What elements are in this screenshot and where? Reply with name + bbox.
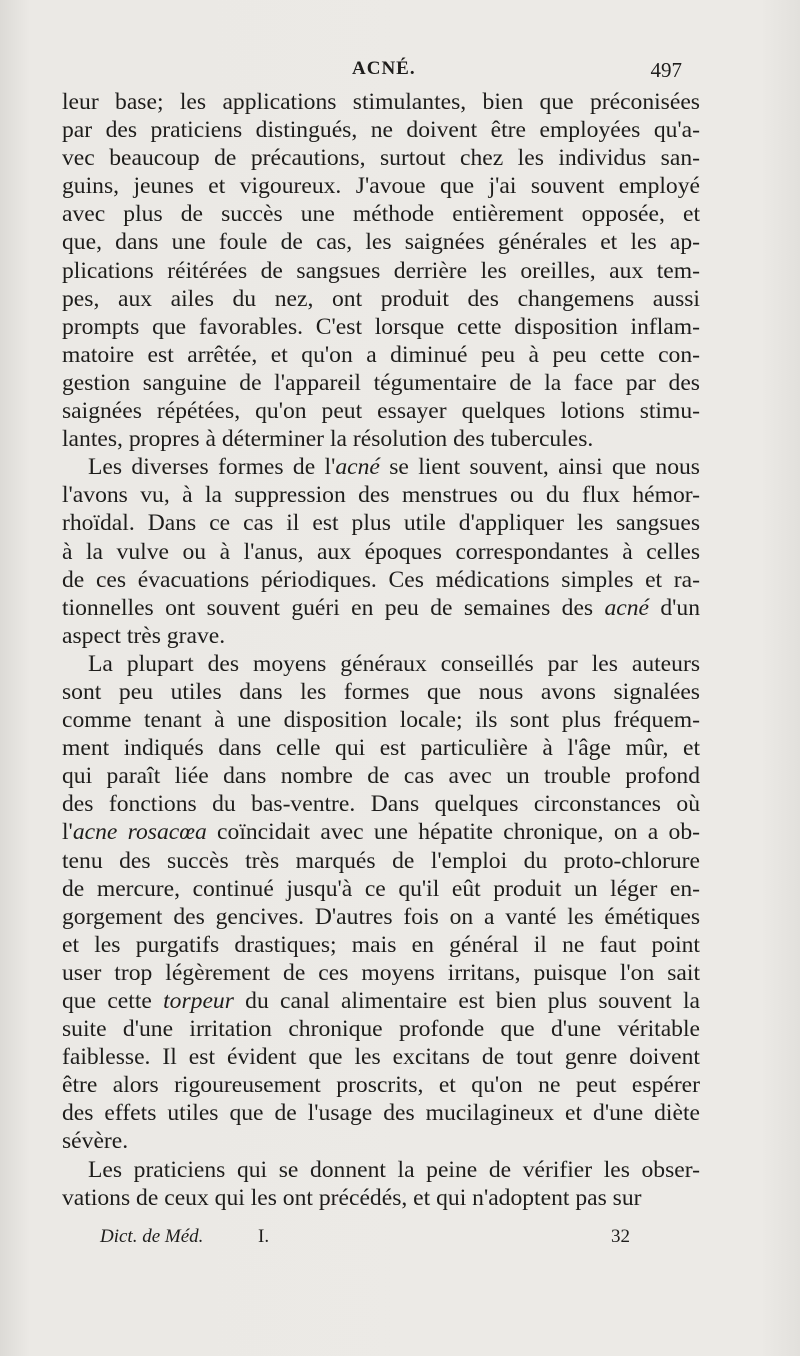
text-line: qui paraît liée dans nombre de cas avec un trouble profond: [62, 763, 700, 790]
text-line: gestion sanguine de l'appareil tégumentaire de la face par des: [62, 369, 700, 396]
text-line: l'avons vu, à la suppression des menstrues ou du flux hémor-: [62, 482, 700, 509]
text-line: sévère.: [62, 1128, 129, 1155]
text-line: des fonctions du bas-ventre. Dans quelques circonstances où: [62, 791, 700, 818]
text-line: Les diverses formes de l'acné se lient souvent, ainsi que nous: [88, 454, 700, 481]
text-line: rhoïdal. Dans ce cas il est plus utile d'appliquer les sangsues: [62, 510, 700, 537]
text-line: pes, aux ailes du nez, ont produit des changemens aussi: [62, 285, 700, 312]
text-line: de mercure, continué jusqu'à ce qu'il eût produit un léger en-: [62, 875, 700, 902]
paragraph: [62, 1156, 700, 1212]
text-line: La plupart des moyens généraux conseillés par les auteurs: [88, 650, 700, 677]
text-line: faiblesse. Il est évident que les excitans de tout genre doivent: [62, 1044, 700, 1071]
text-line: des effets utiles que de l'usage des mucilagineux et d'une diète: [62, 1100, 700, 1127]
running-head: [62, 58, 682, 86]
text-line: l'acne rosacœa coïncidait avec une hépatite chronique, on a ob-: [62, 819, 700, 846]
footer-signature: 32: [611, 1226, 630, 1247]
text-line: à la vulve ou à l'anus, aux époques correspondantes à celles: [62, 538, 700, 565]
text-line: tionnelles ont souvent guéri en peu de semaines des acné d'un: [62, 594, 700, 621]
text-line: leur base; les applications stimulantes, bien que préconisées: [62, 89, 700, 115]
text-line: par des praticiens distingués, ne doivent être employées qu'a-: [62, 117, 700, 144]
footer-volume: I.: [258, 1226, 270, 1247]
text-line: que cette torpeur du canal alimentaire est bien plus souvent la: [62, 988, 701, 1014]
text-line: être alors rigoureusement proscrits, et qu'on ne peut espérer: [62, 1072, 700, 1099]
text-line: saignées répétées, qu'on peut essayer quelques lotions stimu-: [62, 398, 700, 425]
page-number: 497: [650, 58, 682, 82]
text-line: comme tenant à une disposition locale; ils sont plus fréquem-: [62, 707, 700, 734]
paragraph: [62, 453, 700, 650]
paragraph: [62, 88, 700, 453]
text-line: aspect très grave.: [62, 622, 226, 649]
running-title: ACNÉ.: [352, 58, 416, 79]
paragraph: [62, 650, 700, 1156]
text-line: vations de ceux qui les ont précédés, et qui n'adoptent pas sur: [62, 1184, 642, 1211]
text-line: que, dans une foule de cas, les saignées générales et les ap-: [62, 229, 700, 256]
text-line: tenu des succès très marqués de l'emploi du proto-chlorure: [62, 847, 700, 874]
body-text: [62, 88, 700, 1212]
text-line: guins, jeunes et vigoureux. J'avoue que j'ai souvent employé: [62, 173, 700, 200]
text-line: avec plus de succès une méthode entièrement opposée, et: [62, 201, 700, 228]
text-line: gorgement des gencives. D'autres fois on a vanté les émétiques: [62, 903, 700, 930]
text-line: matoire est arrêtée, et qu'on a diminué peu à peu cette con-: [62, 341, 700, 368]
text-line: Les praticiens qui se donnent la peine de vérifier les obser-: [88, 1156, 700, 1183]
text-line: plications réitérées de sangsues derrière les oreilles, aux tem-: [62, 257, 700, 284]
text-line: et les purgatifs drastiques; mais en général il ne faut point: [62, 931, 700, 958]
text-line: de ces évacuations périodiques. Ces médications simples et ra-: [62, 566, 700, 593]
text-line: user trop légèrement de ces moyens irritans, puisque l'on sait: [62, 959, 700, 986]
text-line: sont peu utiles dans les formes que nous avons signalées: [62, 678, 700, 705]
text-line: suite d'une irritation chronique profonde que d'une véritable: [62, 1016, 700, 1043]
text-line: vec beaucoup de précautions, surtout chez les individus san-: [62, 145, 700, 172]
page-footer: [100, 1226, 630, 1254]
text-line: prompts que favorables. C'est lorsque cette disposition inflam-: [62, 313, 700, 340]
text-line: ment indiqués dans celle qui est particulière à l'âge mûr, et: [62, 735, 700, 762]
footer-source: Dict. de Méd.: [100, 1226, 204, 1247]
text-line: lantes, propres à déterminer la résolution des tubercules.: [62, 426, 594, 453]
